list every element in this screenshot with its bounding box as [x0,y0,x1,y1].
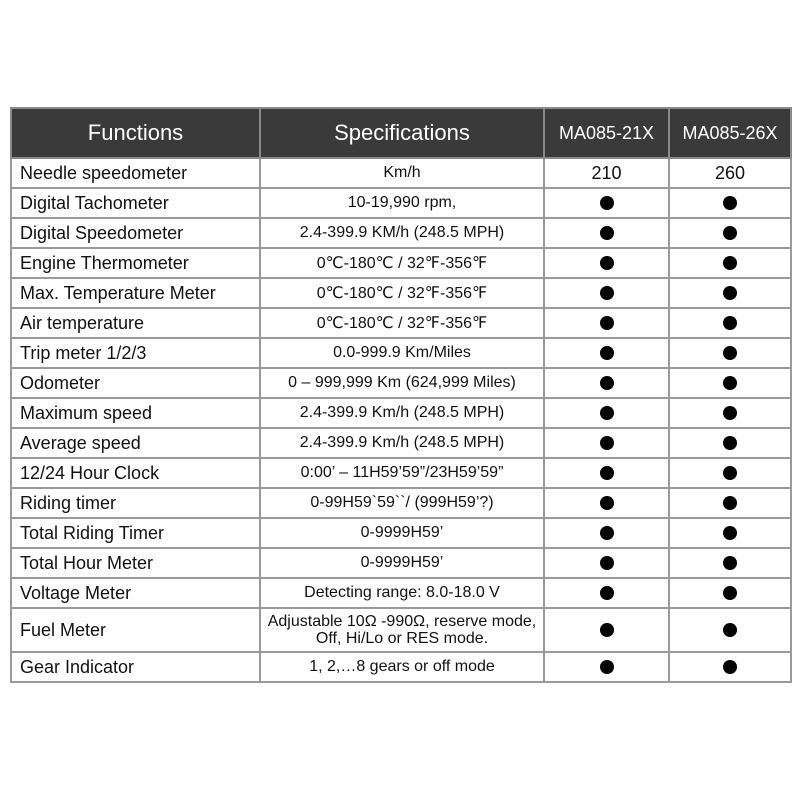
bullet-dot-icon [600,406,614,420]
feature-dot-cell [669,652,791,682]
feature-dot-cell [544,458,669,488]
feature-dot-cell [669,488,791,518]
feature-dot-cell [544,188,669,218]
bullet-dot-icon [600,196,614,210]
table-row [11,518,791,548]
spec-cell: Km/h [260,158,544,188]
function-cell: Fuel Meter [11,608,260,652]
table-row [11,398,791,428]
table-row [11,248,791,278]
bullet-dot-icon [723,256,737,270]
function-cell: Riding timer [11,488,260,518]
bullet-dot-icon [600,286,614,300]
spec-cell: 0.0-999.9 Km/Miles [260,338,544,368]
feature-dot-cell [544,278,669,308]
bullet-dot-icon [723,196,737,210]
table-row [11,488,791,518]
bullet-dot-icon [723,226,737,240]
bullet-dot-icon [723,376,737,390]
function-cell: Average speed [11,428,260,458]
header-row [11,108,791,158]
table-row [11,608,791,652]
table-row [11,188,791,218]
feature-dot-cell [669,188,791,218]
bullet-dot-icon [723,496,737,510]
spec-table-container [10,107,790,683]
function-cell: Air temperature [11,308,260,338]
feature-dot-cell [544,488,669,518]
spec-cell: 0:00’ – 11H59’59”/23H59’59” [260,458,544,488]
table-row [11,338,791,368]
feature-dot-cell [669,278,791,308]
function-cell: Max. Temperature Meter [11,278,260,308]
feature-dot-cell [544,398,669,428]
feature-dot-cell [544,548,669,578]
spec-cell: 1, 2,…8 gears or off mode [260,652,544,682]
bullet-dot-icon [600,346,614,360]
table-row [11,428,791,458]
bullet-dot-icon [600,226,614,240]
feature-dot-cell [544,338,669,368]
spec-cell: 0-9999H59’ [260,518,544,548]
spec-cell: 0℃-180℃ / 32℉-356℉ [260,308,544,338]
spec-cell: 10-19,990 rpm, [260,188,544,218]
table-row [11,652,791,682]
feature-dot-cell [669,518,791,548]
feature-dot-cell [544,652,669,682]
table-row [11,218,791,248]
function-cell: Gear Indicator [11,652,260,682]
function-cell: Total Hour Meter [11,548,260,578]
feature-dot-cell [544,608,669,652]
table-row [11,278,791,308]
table-row [11,308,791,338]
function-cell: Needle speedometer [11,158,260,188]
table-row [11,158,791,188]
feature-dot-cell [669,458,791,488]
header-ma085-21x: MA085-21X [544,108,669,158]
feature-dot-cell [669,218,791,248]
bullet-dot-icon [600,256,614,270]
feature-dot-cell [544,578,669,608]
bullet-dot-icon [723,466,737,480]
feature-dot-cell [669,548,791,578]
header-functions: Functions [11,108,260,158]
spec-cell: 2.4-399.9 Km/h (248.5 MPH) [260,428,544,458]
spec-cell: 0-9999H59’ [260,548,544,578]
function-cell: Digital Tachometer [11,188,260,218]
bullet-dot-icon [600,623,614,637]
table-row [11,368,791,398]
function-cell: Digital Speedometer [11,218,260,248]
feature-dot-cell [544,368,669,398]
feature-dot-cell [544,428,669,458]
feature-dot-cell [669,398,791,428]
bullet-dot-icon [723,346,737,360]
bullet-dot-icon [600,466,614,480]
bullet-dot-icon [600,556,614,570]
bullet-dot-icon [723,526,737,540]
model-value-cell: 260 [669,158,791,188]
header-ma085-26x: MA085-26X [669,108,791,158]
spec-cell: 2.4-399.9 KM/h (248.5 MPH) [260,218,544,248]
model-value-cell: 210 [544,158,669,188]
table-body [11,158,791,682]
function-cell: 12/24 Hour Clock [11,458,260,488]
bullet-dot-icon [600,316,614,330]
feature-dot-cell [669,338,791,368]
function-cell: Odometer [11,368,260,398]
bullet-dot-icon [600,586,614,600]
table-row [11,548,791,578]
bullet-dot-icon [723,406,737,420]
function-cell: Trip meter 1/2/3 [11,338,260,368]
spec-cell: 0 – 999,999 Km (624,999 Miles) [260,368,544,398]
function-cell: Maximum speed [11,398,260,428]
bullet-dot-icon [600,376,614,390]
spec-cell: 2.4-399.9 Km/h (248.5 MPH) [260,398,544,428]
feature-dot-cell [544,248,669,278]
feature-dot-cell [669,368,791,398]
feature-dot-cell [669,308,791,338]
feature-dot-cell [669,578,791,608]
spec-table [10,107,792,683]
header-specifications: Specifications [260,108,544,158]
feature-dot-cell [669,428,791,458]
spec-cell: 0℃-180℃ / 32℉-356℉ [260,278,544,308]
bullet-dot-icon [723,316,737,330]
table-row [11,458,791,488]
feature-dot-cell [669,608,791,652]
bullet-dot-icon [723,586,737,600]
bullet-dot-icon [600,436,614,450]
bullet-dot-icon [600,660,614,674]
bullet-dot-icon [723,286,737,300]
spec-cell: 0℃-180℃ / 32℉-356℉ [260,248,544,278]
spec-cell: Adjustable 10Ω -990Ω, reserve mode, Off, Hi/Lo or RES mode. [260,608,544,652]
bullet-dot-icon [723,660,737,674]
feature-dot-cell [544,218,669,248]
bullet-dot-icon [723,623,737,637]
table-row [11,578,791,608]
feature-dot-cell [669,248,791,278]
function-cell: Total Riding Timer [11,518,260,548]
function-cell: Engine Thermometer [11,248,260,278]
spec-cell: 0-99H59`59``/ (999H59’?) [260,488,544,518]
feature-dot-cell [544,308,669,338]
bullet-dot-icon [723,556,737,570]
spec-cell: Detecting range: 8.0-18.0 V [260,578,544,608]
feature-dot-cell [544,518,669,548]
function-cell: Voltage Meter [11,578,260,608]
bullet-dot-icon [723,436,737,450]
bullet-dot-icon [600,496,614,510]
bullet-dot-icon [600,526,614,540]
